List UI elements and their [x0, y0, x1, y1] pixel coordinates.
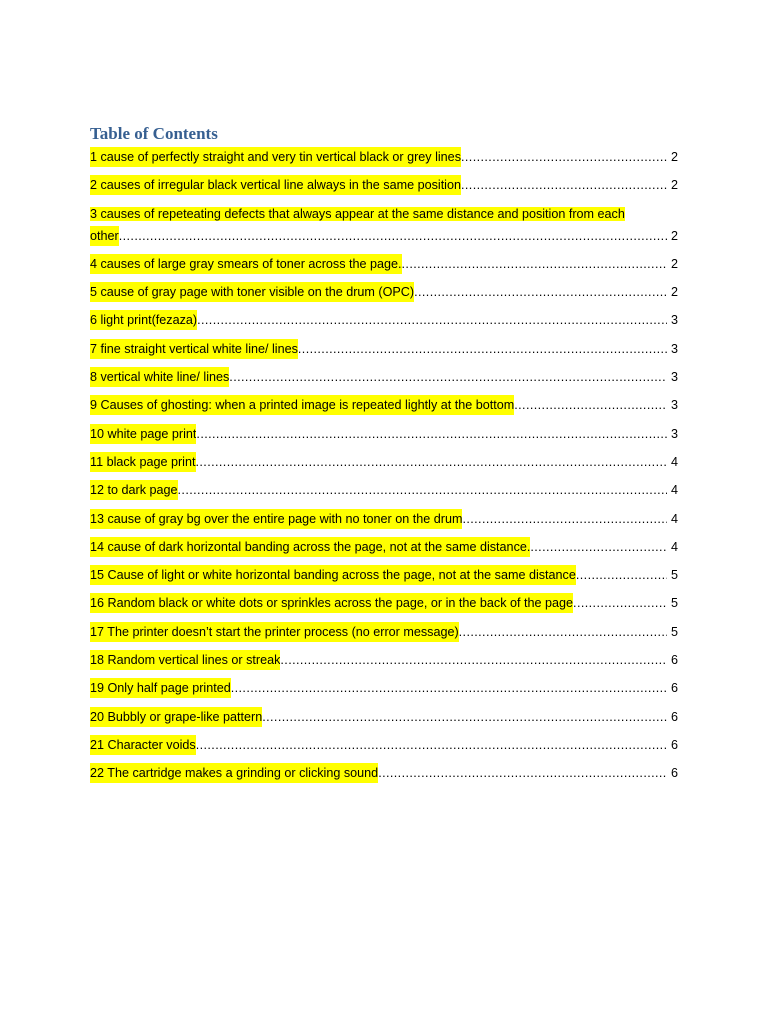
toc-leader — [262, 707, 667, 727]
toc-entry-1[interactable] — [90, 147, 678, 167]
toc-entry-text: 22 The cartridge makes a grinding or clicking sound — [90, 763, 378, 783]
toc-entry-14[interactable] — [90, 537, 678, 557]
toc-entry-20[interactable] — [90, 707, 678, 727]
toc-entry-text: 17 The printer doesn’t start the printer process (no error message) — [90, 622, 459, 642]
toc-page-number: 2 — [670, 256, 678, 271]
toc-entry-5[interactable] — [90, 282, 678, 302]
toc-page-number: 5 — [670, 568, 678, 583]
toc-entry-text: 19 Only half page printed — [90, 678, 231, 698]
toc-entry-line1 — [90, 204, 678, 224]
toc-page-number: 2 — [670, 285, 678, 300]
toc-entry-text: 11 black page print — [90, 452, 196, 472]
toc-leader — [414, 282, 667, 302]
toc-page-number: 3 — [670, 370, 678, 385]
toc-entry-text: 8 vertical white line/ lines — [90, 367, 229, 387]
toc-leader — [196, 735, 667, 755]
toc-page-number: 6 — [670, 653, 678, 668]
toc-entry-text: 12 to dark page — [90, 480, 178, 500]
toc-leader — [530, 537, 667, 557]
toc-page-number: 3 — [670, 341, 678, 356]
toc-leader — [196, 452, 667, 472]
toc-entry-text: 3 causes of repeteating defects that always appear at the same distance and position from each — [90, 206, 625, 221]
toc-leader — [402, 254, 667, 274]
toc-entry-text: 21 Character voids — [90, 735, 196, 755]
toc-page-number: 4 — [670, 511, 678, 526]
toc-leader — [461, 147, 667, 167]
toc-entry-text: 2 causes of irregular black vertical line always in the same position — [90, 175, 461, 195]
toc-page-number: 4 — [670, 483, 678, 498]
toc-page-number: 3 — [670, 398, 678, 413]
toc-entry-text: 10 white page print — [90, 424, 196, 444]
toc-entry-text: 18 Random vertical lines or streak — [90, 650, 280, 670]
toc-entry-text: 15 Cause of light or white horizontal banding across the page, not at the same distance — [90, 565, 576, 585]
toc-entry-13[interactable] — [90, 509, 678, 529]
toc-entry-15[interactable] — [90, 565, 678, 585]
toc-entry-text: 6 light print(fezaza) — [90, 310, 197, 330]
toc-leader — [462, 509, 667, 529]
toc-entry-7[interactable] — [90, 339, 678, 359]
toc-entry-17[interactable] — [90, 622, 678, 642]
toc-entry-22[interactable] — [90, 763, 678, 783]
toc-page-number: 6 — [670, 681, 678, 696]
toc-entry-text: 16 Random black or white dots or sprinkles across the page, or in the back of the page — [90, 593, 573, 613]
toc-list — [90, 147, 678, 792]
toc-leader — [280, 650, 667, 670]
toc-page-number: 2 — [670, 178, 678, 193]
toc-entry-text: other — [90, 226, 119, 246]
toc-leader — [461, 175, 667, 195]
toc-page-number: 5 — [670, 624, 678, 639]
toc-page-number: 4 — [670, 539, 678, 554]
toc-page-number: 6 — [670, 709, 678, 724]
toc-entry-text: 13 cause of gray bg over the entire page with no toner on the drum — [90, 509, 462, 529]
toc-entry-6[interactable] — [90, 310, 678, 330]
toc-leader — [197, 310, 667, 330]
toc-title: Table of Contents — [90, 124, 218, 143]
toc-entry-12[interactable] — [90, 480, 678, 500]
toc-entry-18[interactable] — [90, 650, 678, 670]
toc-entry-text: 20 Bubbly or grape-like pattern — [90, 707, 262, 727]
toc-entry-text: 4 causes of large gray smears of toner across the page. — [90, 254, 402, 274]
toc-entry-16[interactable] — [90, 593, 678, 613]
toc-entry-8[interactable] — [90, 367, 678, 387]
toc-leader — [298, 339, 667, 359]
toc-entry-19[interactable] — [90, 678, 678, 698]
toc-leader — [196, 424, 667, 444]
toc-page-number: 2 — [670, 228, 678, 243]
toc-entry-10[interactable] — [90, 424, 678, 444]
toc-leader — [573, 593, 667, 613]
toc-entry-3[interactable] — [90, 204, 678, 246]
toc-entry-9[interactable] — [90, 395, 678, 415]
toc-entry-text: 5 cause of gray page with toner visible on the drum (OPC) — [90, 282, 414, 302]
toc-entry-text: 7 fine straight vertical white line/ lines — [90, 339, 298, 359]
toc-leader — [231, 678, 667, 698]
toc-leader — [514, 395, 667, 415]
toc-leader — [119, 226, 667, 246]
toc-entry-text: 9 Causes of ghosting: when a printed image is repeated lightly at the bottom — [90, 395, 514, 415]
toc-entry-text: 1 cause of perfectly straight and very tin vertical black or grey lines — [90, 147, 461, 167]
toc-page-number: 5 — [670, 596, 678, 611]
toc-page-number: 6 — [670, 766, 678, 781]
toc-page-number: 3 — [670, 426, 678, 441]
toc-entry-21[interactable] — [90, 735, 678, 755]
toc-page-number: 4 — [670, 454, 678, 469]
toc-leader — [229, 367, 667, 387]
toc-leader — [459, 622, 667, 642]
toc-page-number: 3 — [670, 313, 678, 328]
toc-page-number: 6 — [670, 737, 678, 752]
toc-entry-11[interactable] — [90, 452, 678, 472]
toc-leader — [576, 565, 667, 585]
toc-entry-line2 — [90, 226, 678, 246]
toc-leader — [178, 480, 667, 500]
toc-entry-text: 14 cause of dark horizontal banding across the page, not at the same distance. — [90, 537, 530, 557]
toc-page-number: 2 — [670, 150, 678, 164]
toc-entry-4[interactable] — [90, 254, 678, 274]
toc-entry-2[interactable] — [90, 175, 678, 195]
toc-leader — [378, 763, 667, 783]
